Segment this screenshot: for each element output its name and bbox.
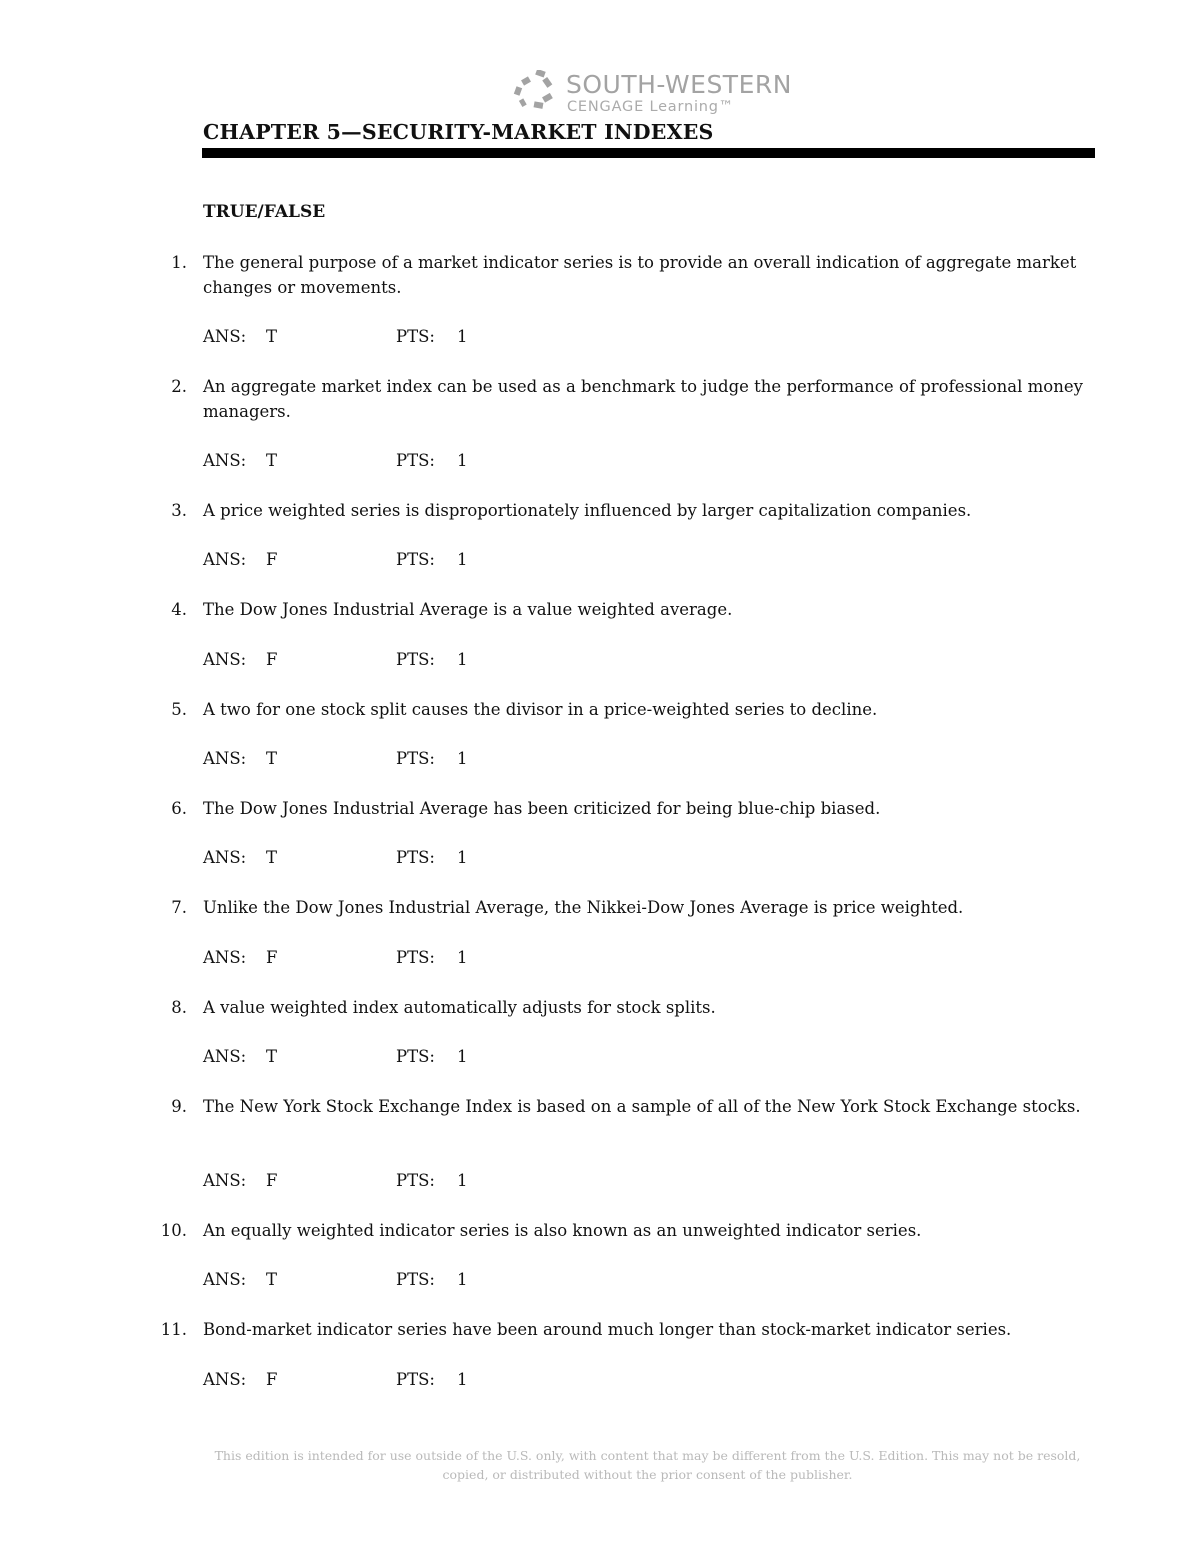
- answer-value: F: [266, 1370, 278, 1389]
- question-number: 4.: [171, 600, 187, 619]
- answer-label: ANS:: [203, 1047, 247, 1066]
- points-value: 1: [457, 327, 468, 346]
- publisher-logo: [510, 70, 800, 120]
- points-label: PTS:: [396, 1270, 435, 1289]
- answer-label: ANS:: [203, 1171, 247, 1190]
- answer-value: T: [266, 848, 278, 867]
- points-value: 1: [457, 1370, 468, 1389]
- points-value: 1: [457, 1171, 468, 1190]
- question-text: A two for one stock split causes the divisor in a price-weighted series to decline.: [203, 700, 878, 719]
- answer-label: ANS:: [203, 749, 247, 768]
- points-value: 1: [457, 848, 468, 867]
- cengage-logo-mark-icon: [510, 70, 556, 114]
- question-text: The New York Stock Exchange Index is based on a sample of all of the New York Stock Exchange stocks.: [203, 1097, 1081, 1116]
- logo-line-south-western: SOUTH-WESTERN: [566, 70, 792, 99]
- answer-value: T: [266, 327, 278, 346]
- question-number: 7.: [171, 898, 187, 917]
- question-number: 1.: [171, 253, 187, 272]
- points-label: PTS:: [396, 550, 435, 569]
- points-value: 1: [457, 749, 468, 768]
- question-text: Bond-market indicator series have been around much longer than stock-market indicator series.: [203, 1320, 1012, 1339]
- logo-line-cengage: CENGAGE Learning™: [567, 99, 735, 115]
- answer-label: ANS:: [203, 848, 247, 867]
- points-label: PTS:: [396, 1047, 435, 1066]
- answer-label: ANS:: [203, 451, 247, 470]
- answer-label: ANS:: [203, 327, 247, 346]
- points-label: PTS:: [396, 650, 435, 669]
- question-number: 8.: [171, 998, 187, 1017]
- question-text: A value weighted index automatically adjusts for stock splits.: [203, 998, 716, 1017]
- answer-value: F: [266, 948, 278, 967]
- question-text: The Dow Jones Industrial Average has been criticized for being blue-chip biased.: [203, 799, 881, 818]
- question-text: A price weighted series is disproportionately influenced by larger capitalization companies.: [203, 501, 972, 520]
- answer-label: ANS:: [203, 1270, 247, 1289]
- answer-label: ANS:: [203, 550, 247, 569]
- answer-label: ANS:: [203, 948, 247, 967]
- points-value: 1: [457, 550, 468, 569]
- answer-value: T: [266, 1047, 278, 1066]
- question-text: The general purpose of a market indicator series is to provide an overall indication of aggregate market changes or movements.: [203, 253, 1077, 297]
- points-value: 1: [457, 1047, 468, 1066]
- question-text: Unlike the Dow Jones Industrial Average, the Nikkei-Dow Jones Average is price weighted.: [203, 898, 964, 917]
- question-number: 5.: [171, 700, 187, 719]
- points-label: PTS:: [396, 327, 435, 346]
- question-text: An aggregate market index can be used as a benchmark to judge the performance of professional money managers.: [203, 377, 1083, 421]
- answer-value: T: [266, 1270, 278, 1289]
- answer-value: F: [266, 650, 278, 669]
- points-label: PTS:: [396, 948, 435, 967]
- question-number: 10.: [160, 1221, 187, 1240]
- question-number: 6.: [171, 799, 187, 818]
- points-label: PTS:: [396, 1171, 435, 1190]
- footer-notice: This edition is intended for use outside of the U.S. only, with content that may be different from the U.S. Edition. This may not be resold, copied, or distributed without the prior consent of the publisher.: [214, 1448, 1081, 1482]
- question-text: An equally weighted indicator series is also known as an unweighted indicator series.: [203, 1221, 922, 1240]
- answer-value: F: [266, 550, 278, 569]
- points-label: PTS:: [396, 1370, 435, 1389]
- section-heading: TRUE/FALSE: [203, 202, 326, 222]
- answer-label: ANS:: [203, 650, 247, 669]
- points-label: PTS:: [396, 451, 435, 470]
- points-value: 1: [457, 451, 468, 470]
- points-value: 1: [457, 1270, 468, 1289]
- question-number: 11.: [160, 1320, 187, 1339]
- chapter-title: CHAPTER 5—SECURITY-MARKET INDEXES: [203, 120, 714, 144]
- points-value: 1: [457, 650, 468, 669]
- answer-value: T: [266, 451, 278, 470]
- points-label: PTS:: [396, 749, 435, 768]
- answer-label: ANS:: [203, 1370, 247, 1389]
- title-rule: [202, 148, 1095, 158]
- question-text: The Dow Jones Industrial Average is a value weighted average.: [203, 600, 733, 619]
- answer-value: T: [266, 749, 278, 768]
- question-number: 3.: [171, 501, 187, 520]
- points-value: 1: [457, 948, 468, 967]
- points-label: PTS:: [396, 848, 435, 867]
- question-number: 9.: [171, 1097, 187, 1116]
- answer-value: F: [266, 1171, 278, 1190]
- question-number: 2.: [171, 377, 187, 396]
